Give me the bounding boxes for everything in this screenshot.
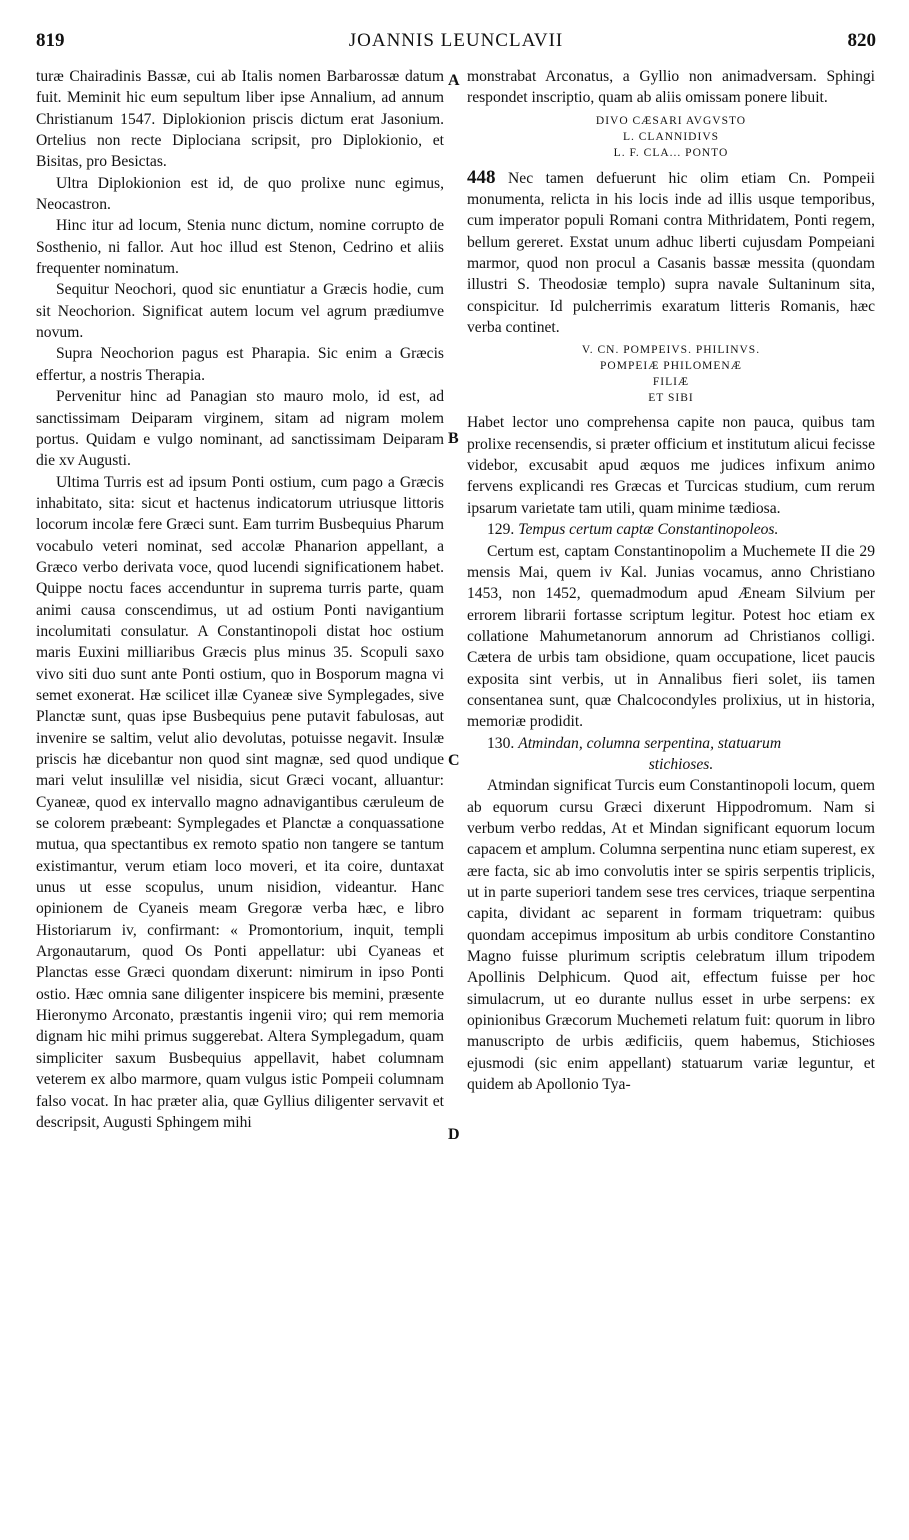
paragraph: Sequitur Neochori, quod sic enuntiatur a Græcis hodie, cum sit Neochorion. Significat autem locum vel agrum prædiumve novum.	[36, 281, 444, 342]
inscription-line: POMPEIÆ PHILOMENÆ	[600, 360, 742, 373]
paragraph: Pervenitur hinc ad Panagian sto mauro molo, id est, ad sanctissimam Deiparam virginem, sitam ad nigram molem portus. Quidam e vulgo nominant, ad sanctissimam Deiparam die xv Augusti.	[36, 388, 444, 470]
right-page-number: 820	[847, 30, 876, 51]
left-column	[36, 66, 444, 1133]
right-column	[467, 66, 875, 1095]
section-number: 129.	[487, 521, 515, 539]
paragraph: Supra Neochorion pagus est Pharapia. Sic enim a Græcis effertur, a nostris Therapia.	[36, 345, 444, 384]
inscription-line: L. CLANNIDIVS	[622, 130, 720, 143]
inscription-line: L. F. CLA... PONTO	[613, 146, 729, 159]
inscription-line: ET SIBI	[648, 392, 694, 405]
running-title: JOANNIS LEUNCLAVII	[348, 30, 564, 51]
paragraph-448	[467, 167, 875, 339]
paragraph: Ultima Turris est ad ipsum Ponti ostium, cum pago a Græcis inhabitato, sita: sicut et hactenus indicatorum utriusque littoris locorum incolæ fere Græci sunt. Eam turrim Busbequius Pharum vocabulo veteri nominat, sed accolæ Phanarion appellant, a Græco verbo derivata voce, quod lucendi significationem habet. Quippe noctu faces accenduntur in suprema turris parte, quam animi causa conscendimus, ut ad ostium Ponti navigantium incolumitati consulatur. A Constantinopoli distat hoc ostium maris Euxini milliaribus Græcis plus minus 35. Scopuli saxo vivo siti duo sunt ante Ponti ostium, quo in Bosporum magna vi semet exonerat. Hæ scilicet illæ Cyaneæ sive Symplegades, sive Planctæ sunt, quas ipse Busbequius pene putavit fabulosas, aut invenire se saltim, velut alio devolutas, potuisse negavit. Insulæ priscis hæ dicebantur non quod sint magnæ, sed quod undique mari velut insulillæ vel nisidia, sicut Græci vocant, alluantur: Cyaneæ, quod ex intervallo magno adnavigantibus cæruleum de se colorem præbeant: Symplegades et Planctæ a conquassatione mutua, qua spectantibus ex remoto spatio non tangere se tantum existimantur, verum etiam loco moveri, et ita coire, duntaxat unus ut esse scopulus, unum nisidion, videantur. Hanc opinionem de Cyaneis meam Gregoræ verba hæc, e libro Historiarum iv, confirmant: « Promontorium, inquit, templi Argonautarum, quod Os Ponti appellatur: ubi Cyaneas et Planctas esse Græci quondam dixerunt: nimirum in ipso Ponti ostio. Hæc omnia sane diligenter inspicere bis memini, præsente Hieronymo Arconato, præstantis ingenii viro; qui rem memoria dignam hic mihi primus suggerebat. Altera Symplegadum, quam simpliciter saxum Busbequius appellavit, habet columnam veterem ex albo marmore, quam vulgus istic Pompeii columnam falso vocat. In hac præter alia, quæ Gyllius diligenter servavit et descripsit, Augusti Sphingem mihi	[36, 473, 444, 1131]
section-number: 448	[467, 166, 496, 188]
paragraph: Ultra Diplokionion est id, de quo prolixe nunc egimus, Neocastron.	[36, 174, 444, 214]
inscription-line: DIVO CÆSARI AVGVSTO	[595, 114, 747, 127]
inscription-line: FILIÆ	[652, 376, 690, 389]
paragraph: monstrabat Arconatus, a Gyllio non animadversam. Sphingi respondet inscriptio, quam ab aliis omissam ponere libuit.	[467, 68, 875, 107]
paragraph: turæ Chairadinis Bassæ, cui ab Italis nomen Barbarossæ datum fuit. Meminit hic eum sepultum liber ipse Annalium, ad annum Christianum 1547. Diplokionion priscis dictum erat Jasonium. Ortelius non recte Diplociana scripsit, pro Diplokionio, et Bisitas, pro Besictas.	[36, 68, 444, 171]
page-header	[36, 30, 876, 58]
margin-marker-c: C	[448, 752, 460, 769]
paragraph-text: Nec tamen defuerunt hic olim etiam Cn. Pompeii monumenta, relicta in his locis inde ad illis usque temporibus, cum imperator populi Romani contra Mithridatem, Ponti regem, bellum gereret. Exstat unum adhuc liberti cujusdam Pompeiani marmor, quod non procul a Casanis bassæ messita (quondam illustri S. Theodosiæ templo) supra navale Sultaninum sita, conspicitur. Id pulcherrimis exaratum litteris Romanis, hæc verba continet.	[467, 169, 875, 337]
paragraph: Certum est, captam Constantinopolim a Muchemete II die 29 mensis Mai, quem iv Kal. Junias vocamus, anno Christiano 1453, non 1452, quemadmodum apud Æneam Silvium per errorem librarii fortasse scriptum legitur. Potest hoc etiam ex collatione Mahumetanorum annorum ad Christianos colligi. Cætera de urbis tam obsidione, quam occupatione, licet paucis exposita sint verbis, ut in Annalibus fieri solet, iis tamen consentanea sunt, quæ Chalcocondyles prolixius, ut in historia, memoriæ prodidit.	[467, 542, 875, 731]
left-page-number: 819	[36, 30, 65, 51]
inscription-augusto	[467, 113, 875, 161]
paragraph: Hinc itur ad locum, Stenia nunc dictum, nomine corrupto de Sosthenio, ni fallor. Aut hoc illud est Stenon, Cedrino et aliis frequenter nominatum.	[36, 217, 444, 278]
section-heading-129	[467, 519, 875, 540]
section-heading-130	[467, 733, 875, 754]
section-title-continuation: stichioses.	[648, 755, 714, 773]
section-number: 130.	[487, 734, 515, 752]
section-title: Tempus certum captæ Constantinopoleos.	[518, 521, 779, 539]
paragraph: Habet lector uno comprehensa capite non pauca, quibus tam prolixe recensendis, si præter officium et institutum alicui fecisse videbor, excusabit apud æquos me judices infixum animo fervens explicandi res Græcas et Turcicas studium, cum rerum ipsarum varietate tam utili, quam minime tædiosa.	[467, 414, 875, 517]
margin-marker-a: A	[448, 72, 460, 89]
section-title: Atmindan, columna serpentina, statuarum	[518, 734, 782, 752]
inscription-line: V. CN. POMPEIVS. PHILINVS.	[581, 344, 761, 357]
margin-marker-d: D	[448, 1126, 460, 1143]
inscription-pompeius	[467, 342, 875, 406]
margin-marker-b: B	[448, 430, 459, 447]
paragraph: Atmindan significat Turcis eum Constantinopoli locum, quem ab equorum cursu Græci dixerunt Hippodromum. Nam si verbum verbo reddas, At et Mindan significant equorum locum capacem et amplum. Columna serpentina nunc etiam superest, ex ære facta, sic ab imo convolutis inter se spiris serpentis triplicis, ut in parte superiori tandem sese tres cervices, triaque serpentina capita, dividant ac separent in formam triquetram: quibus quondam accepimus impositum ab urbis conditore Constantino Magno fuisse plurimum scriptis celebratum illum tripodem Apollinis Delphicum. Quod ait, effectum fuisse per hoc simulacrum, ut eo durante nullus esset in urbe serpens: ex opinionibus Græcorum Muchemeti relatum fuit: quorum in libro manuscripto de urbis ædificiis, quem habemus, Stichioses ejusmodi (sic enim appellant) statuarum variæ leguntur, et quidem ab Apollonio Tya-	[467, 777, 875, 1094]
